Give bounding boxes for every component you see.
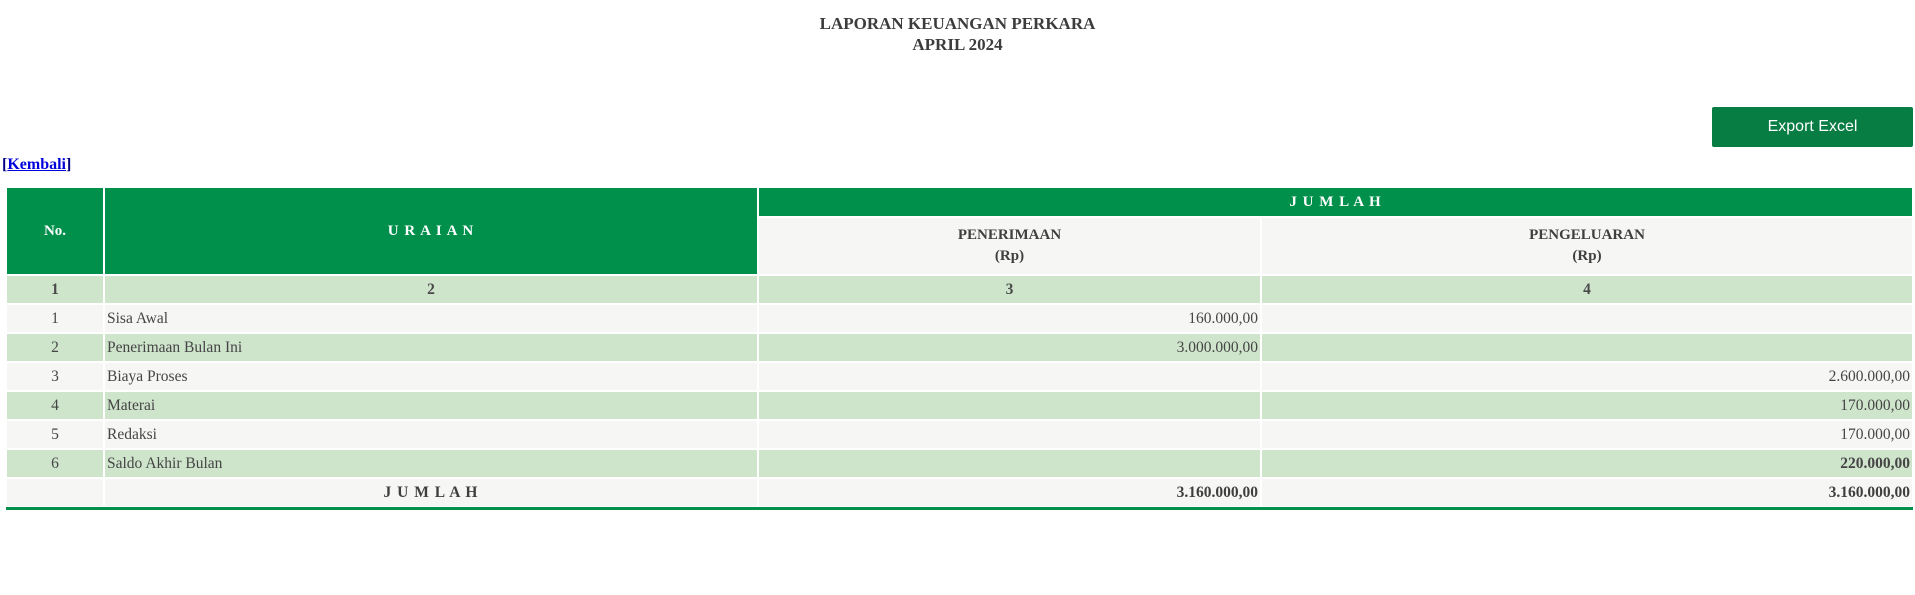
colnum-2: 2: [104, 275, 758, 304]
table-row: [6, 449, 1913, 478]
colnum-1: 1: [6, 275, 104, 304]
page-title: [0, 13, 1915, 55]
row-penerimaan: [758, 420, 1261, 449]
colnum-3: 3: [758, 275, 1261, 304]
row-uraian: Redaksi: [104, 420, 758, 449]
row-pengeluaran: 220.000,00: [1261, 449, 1913, 478]
report-title: LAPORAN KEUANGAN PERKARA: [819, 14, 1096, 33]
colnum-4: 4: [1261, 275, 1913, 304]
export-excel-button[interactable]: Export Excel: [1712, 107, 1913, 147]
total-row: [6, 478, 1913, 507]
header-pengeluaran: [1261, 217, 1913, 275]
row-uraian: Materai: [104, 391, 758, 420]
report-period: APRIL 2024: [912, 35, 1003, 54]
finance-report-table: [6, 187, 1913, 510]
table-row: [6, 333, 1913, 362]
header-pengeluaran-label: PENGELUARAN: [1529, 227, 1645, 243]
row-no: 6: [6, 449, 104, 478]
row-penerimaan: [758, 362, 1261, 391]
total-pengeluaran: 3.160.000,00: [1261, 478, 1913, 507]
row-uraian: Penerimaan Bulan Ini: [104, 333, 758, 362]
row-no: 5: [6, 420, 104, 449]
row-pengeluaran: 170.000,00: [1261, 420, 1913, 449]
header-penerimaan-unit: (Rp): [994, 248, 1025, 264]
table-row: [6, 362, 1913, 391]
row-pengeluaran: [1261, 333, 1913, 362]
row-no: 4: [6, 391, 104, 420]
header-uraian: U R A I A N: [104, 187, 758, 275]
header-penerimaan: [758, 217, 1261, 275]
table-row: [6, 391, 1913, 420]
row-uraian: Biaya Proses: [104, 362, 758, 391]
header-jumlah: J U M L A H: [758, 187, 1913, 217]
header-pengeluaran-unit: (Rp): [1572, 248, 1602, 264]
total-empty-cell: [6, 478, 104, 507]
total-penerimaan: 3.160.000,00: [758, 478, 1261, 507]
header-penerimaan-label: PENERIMAAN: [957, 227, 1062, 243]
table-row: [6, 420, 1913, 449]
column-number-row: [6, 275, 1913, 304]
row-pengeluaran: 2.600.000,00: [1261, 362, 1913, 391]
row-pengeluaran: [1261, 304, 1913, 333]
back-close-bracket: ]: [66, 156, 72, 173]
row-penerimaan: [758, 449, 1261, 478]
row-no: 2: [6, 333, 104, 362]
header-no: No.: [6, 187, 104, 275]
back-open-bracket: [: [2, 156, 8, 173]
table-row: [6, 304, 1913, 333]
row-penerimaan: 3.000.000,00: [758, 333, 1261, 362]
row-penerimaan: 160.000,00: [758, 304, 1261, 333]
row-penerimaan: [758, 391, 1261, 420]
back-link-container: [2, 156, 71, 174]
row-pengeluaran: 170.000,00: [1261, 391, 1913, 420]
row-uraian: Saldo Akhir Bulan: [104, 449, 758, 478]
row-uraian: Sisa Awal: [104, 304, 758, 333]
row-no: 1: [6, 304, 104, 333]
total-label: J U M L A H: [104, 478, 758, 507]
back-link[interactable]: Kembali: [7, 156, 66, 173]
row-no: 3: [6, 362, 104, 391]
